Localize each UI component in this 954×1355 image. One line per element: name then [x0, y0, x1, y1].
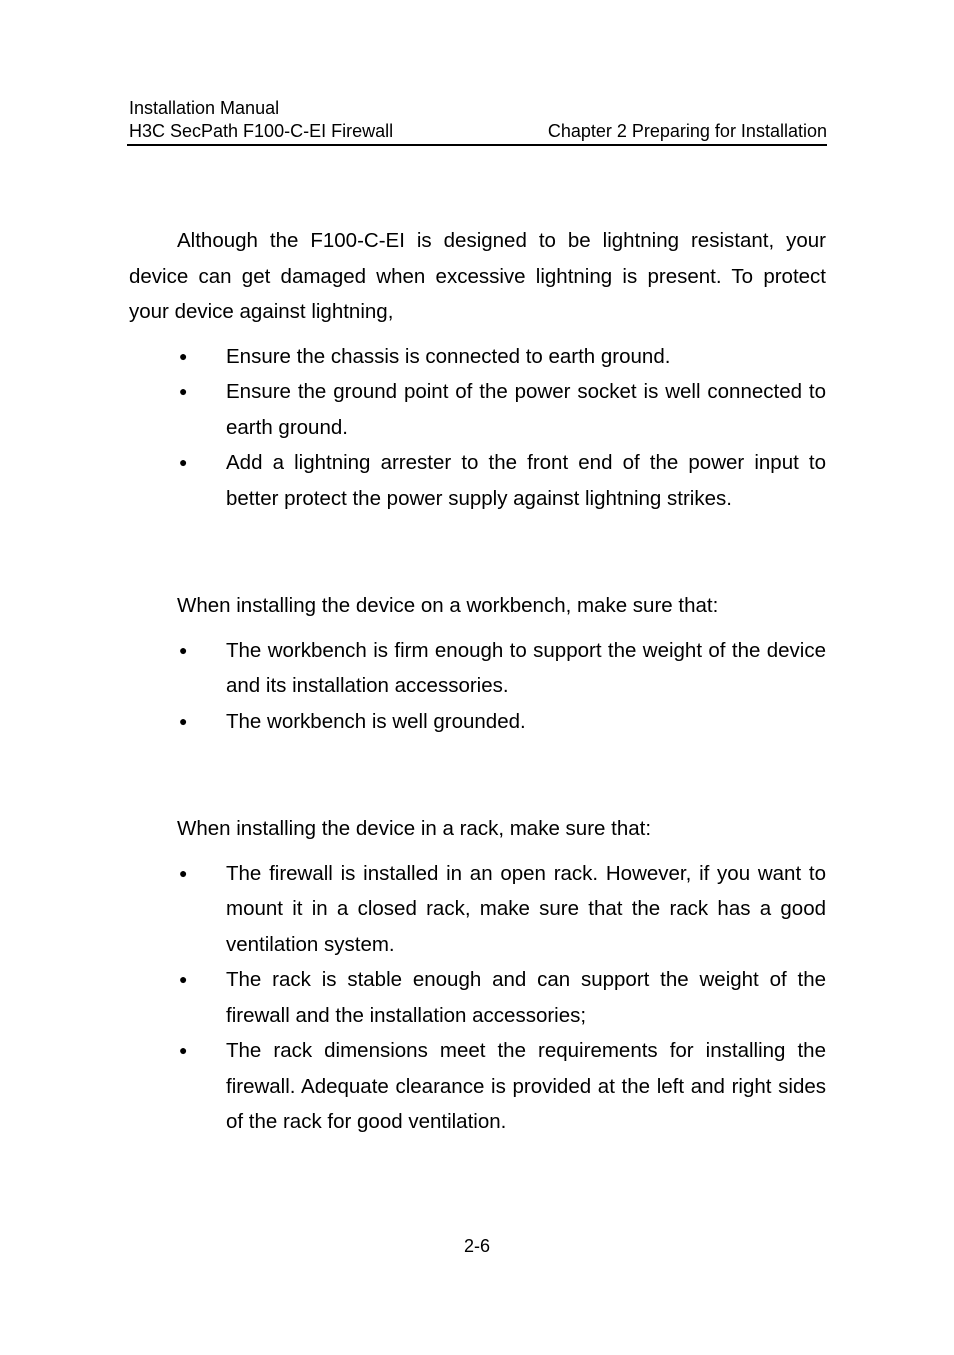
list-item: ● Add a lightning arrester to the front end of the power input to better protect the power supply against lightning strikes. [129, 445, 826, 516]
bullet-icon: ● [179, 641, 188, 658]
list-item: ● The firewall is installed in an open rack. However, if you want to mount it in a closed rack, make sure that the rack has a good ventilation system. [129, 856, 826, 963]
bullet-icon: ● [179, 971, 188, 987]
section-workbench [129, 588, 826, 739]
section-lightning [129, 223, 826, 516]
bullet-icon: ● [179, 383, 188, 399]
header-chapter-title: Chapter 2 Preparing for Installation [547, 121, 827, 141]
section-intro: Although the F100-C-EI is designed to be lightning resistant, your device can get damaged when excessive lightning is present. To protect your device against lightning, [129, 229, 826, 323]
list-item: ● The workbench is firm enough to support the weight of the device and its installation accessories. [129, 633, 826, 704]
list-item: ● The workbench is well grounded. [129, 704, 826, 740]
bullet-icon: ● [179, 1042, 188, 1058]
list-item: ● Ensure the chassis is connected to earth ground. [129, 339, 826, 375]
page-number: 2-6 [463, 1236, 490, 1256]
section-intro: When installing the device on a workbench, make sure that: [177, 594, 719, 617]
header-manual-title: Installation Manual [129, 98, 280, 118]
bullet-list [129, 856, 826, 1140]
header-divider [127, 144, 827, 146]
page-header [129, 97, 827, 143]
list-item: ● The rack is stable enough and can support the weight of the firewall and the installation accessories; [129, 962, 826, 1033]
section-rack [129, 811, 826, 1140]
section-intro: When installing the device in a rack, make sure that: [177, 817, 652, 840]
bullet-icon: ● [179, 454, 188, 470]
bullet-icon: ● [179, 712, 188, 729]
bullet-list [129, 339, 826, 517]
header-product-name: H3C SecPath F100-C-EI Firewall [129, 121, 394, 141]
bullet-list [129, 633, 826, 740]
bullet-icon: ● [179, 347, 188, 364]
list-item: ● The rack dimensions meet the requirements for installing the firewall. Adequate clearance is provided at the left and right sides of the rack for good ventilation. [129, 1033, 826, 1140]
list-item: ● Ensure the ground point of the power socket is well connected to earth ground. [129, 374, 826, 445]
bullet-icon: ● [179, 864, 188, 881]
